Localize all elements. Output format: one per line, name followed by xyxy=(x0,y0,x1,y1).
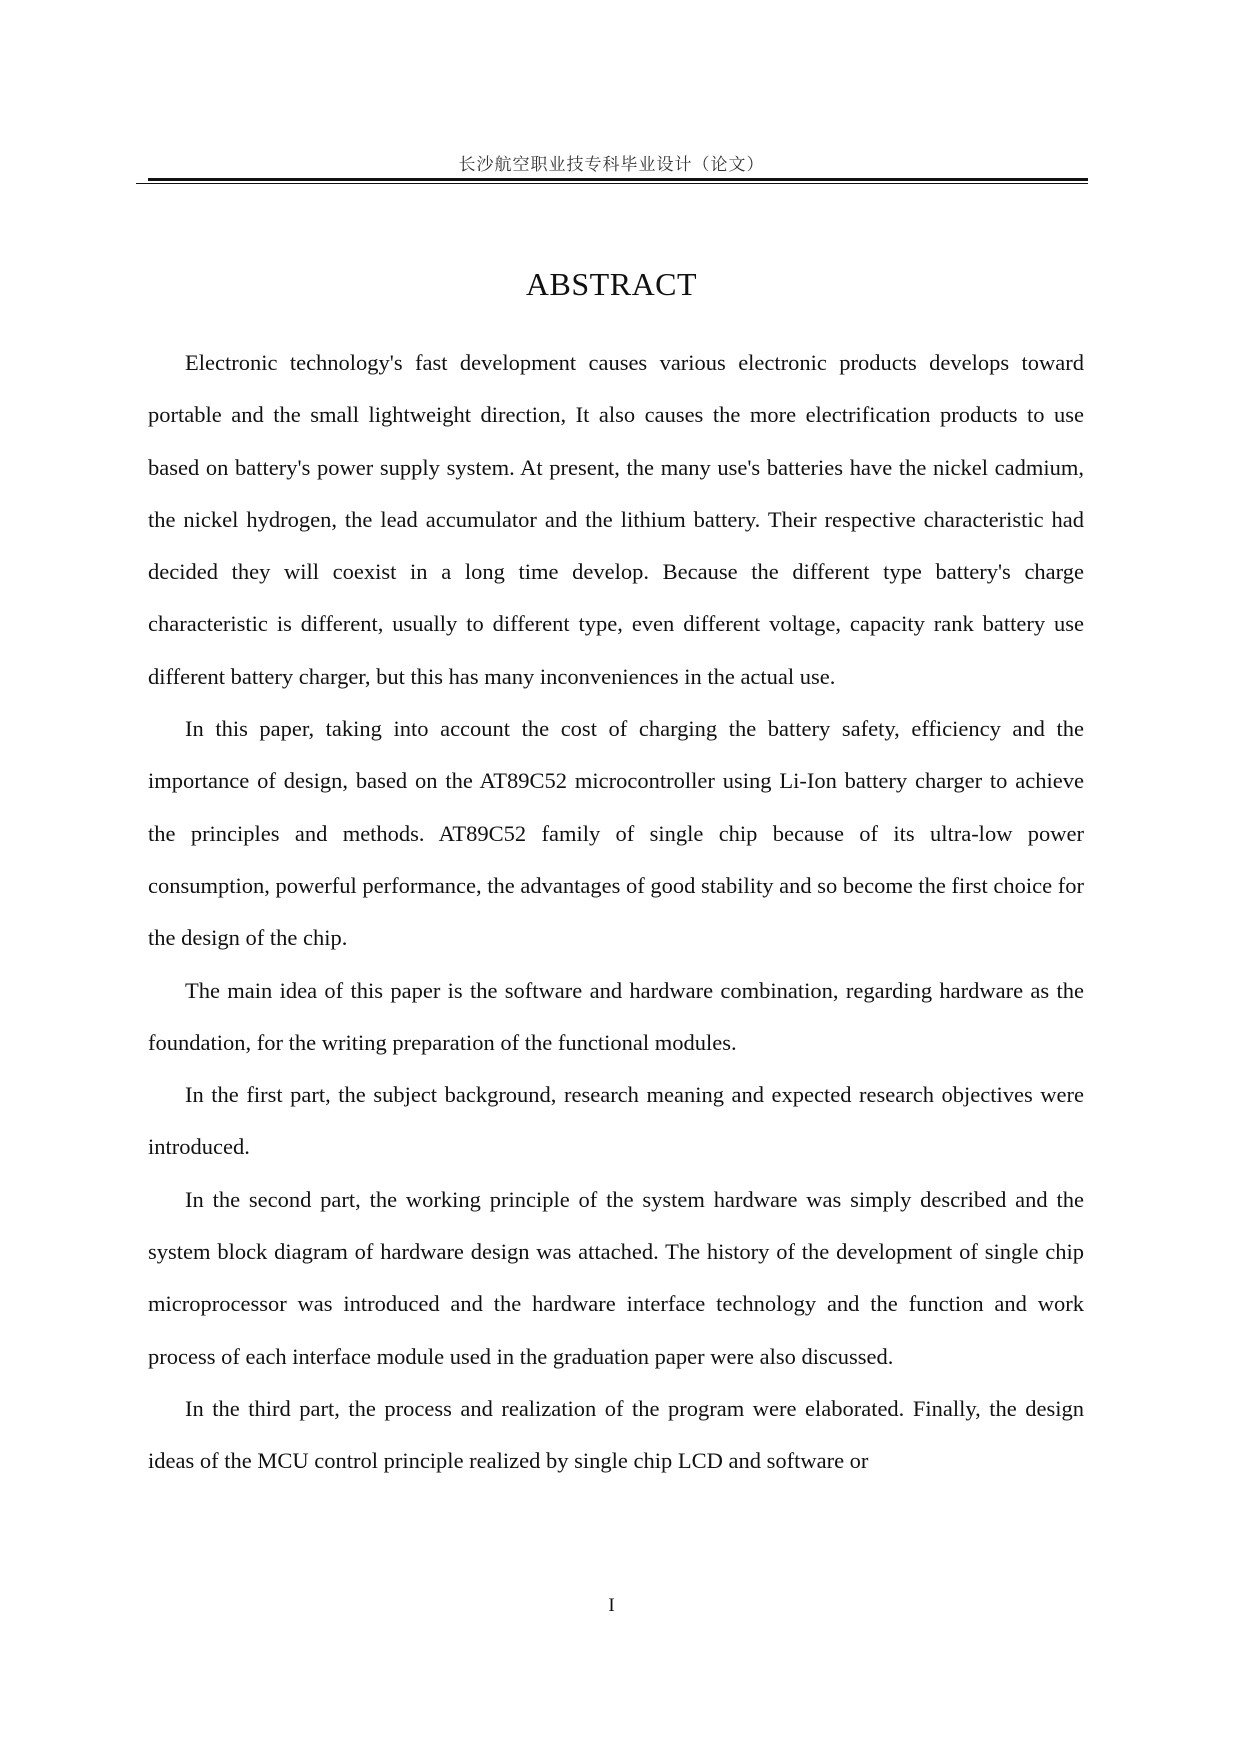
paragraph-4: In the first part, the subject background, research meaning and expected research objectives were introduced. xyxy=(148,1082,1084,1160)
abstract-title: ABSTRACT xyxy=(525,266,698,302)
page-number: I xyxy=(608,1595,615,1616)
paragraph-6: In the third part, the process and realization of the program were elaborated. Finally, the design ideas of the MCU control principle realized by single chip LCD and software or xyxy=(148,1395,1084,1474)
header-rule-thin xyxy=(136,183,1088,184)
header-rule-thick xyxy=(148,178,1088,181)
page-header: 长沙航空职业技专科毕业设计（论文） xyxy=(458,155,765,175)
paragraph-5: In the second part, the working principle of the system hardware was simply described and the system block diagram of hardware design was attached. The history of the development of single chip microprocessor was introduced and the hardware interface technology and the function and work process of each interface module used in the graduation paper were also discussed. xyxy=(148,1186,1084,1369)
abstract-body xyxy=(148,337,1084,1488)
paragraph-1: Electronic technology's fast development causes various electronic products develops toward portable and the small lightweight direction, It also causes the more electrification products to use based on battery's power supply system. At present, the many use's batteries have the nickel cadmium, the nickel hydrogen, the lead accumulator and the lithium battery. Their respective characteristic had decided they will coexist in a long time develop. Because the different type battery's charge characteristic is different, usually to different type, even different voltage, capacity rank battery use different battery charger, but this has many inconveniences in the actual use. xyxy=(148,350,1084,689)
paragraph-3: The main idea of this paper is the software and hardware combination, regarding hardware as the foundation, for the writing preparation of the functional modules. xyxy=(148,977,1084,1055)
paragraph-2: In this paper, taking into account the cost of charging the battery safety, efficiency and the importance of design, based on the AT89C52 microcontroller using Li-Ion battery charger to achieve the principles and methods. AT89C52 family of single chip because of its ultra-low power consumption, powerful performance, the advantages of good stability and so become the first choice for the design of the chip. xyxy=(148,716,1084,951)
